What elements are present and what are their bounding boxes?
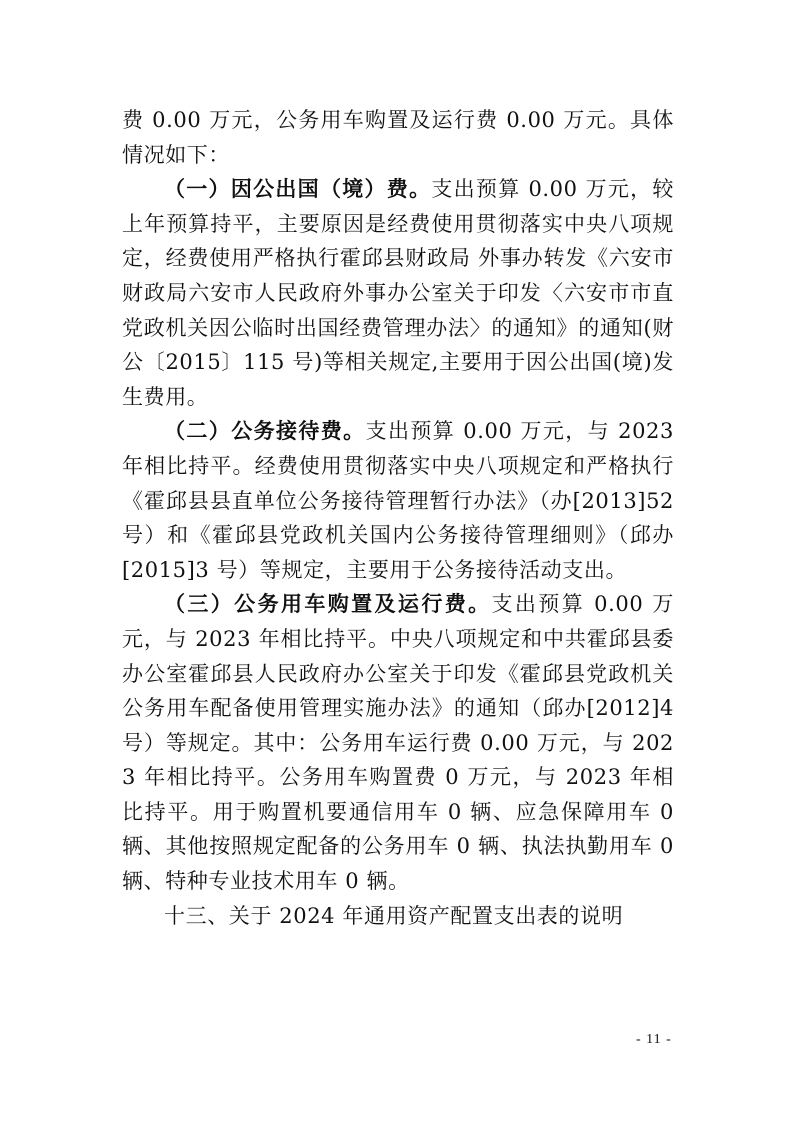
page-content [122, 103, 674, 933]
page-number: - 11 - [636, 1032, 672, 1047]
section-2-paragraph [122, 414, 674, 587]
section-3-title: （三）公务用车购置及运行费。 [164, 591, 492, 617]
section-1-body: 支出预算 0.00 万元，较上年预算持平，主要原因是经费使用贯彻落实中央八项规定，经费使用严格执行霍邱县财政局 外事办转发《六安市财政局六安市人民政府外事办公室关于印发〈六安市市直党政机关因公临时出国经费管理办法〉的通知》的通知(财公〔2015〕115 号)等相关规定,主要用于因公出国(境)发生费用。 [122, 177, 675, 409]
intro-paragraph [122, 103, 674, 172]
section-2-body: 支出预算 0.00 万元，与 2023 年相比持平。经费使用贯彻落实中央八项规定和严格执行《霍邱县县直单位公务接待管理暂行办法》（办[2013]52 号）和《霍邱县党政机关国内公务接待管理细则》（邱办[2015]3 号）等规定，主要用于公务接待活动支出。 [122, 419, 674, 582]
section-3-paragraph [122, 587, 674, 898]
intro-text: 费 0.00 万元，公务用车购置及运行费 0.00 万元。具体情况如下： [122, 108, 674, 167]
section-1-paragraph [122, 172, 674, 414]
section-3-body: 支出预算 0.00 万元，与 2023 年相比持平。中央八项规定和中共霍邱县委办公室霍邱县人民政府办公室关于印发《霍邱县党政机关公务用车配备使用管理实施办法》的通知（邱办[2012]4 号）等规定。其中：公务用车运行费 0.00 万元，与 2023 年相比持平。公务用车购置费 0 万元，与 2023 年相比持平。用于购置机要通信用车 0 辆、应急保障用车 0 辆、其他按照规定配备的公务用车 0 辆、执法执勤用车 0 辆、特种专业技术用车 0 辆。 [122, 592, 674, 894]
section-2-title: （二）公务接待费。 [164, 418, 366, 444]
section-heading-13: 十三、关于 2024 年通用资产配置支出表的说明 [164, 903, 624, 928]
section-1-title: （一）因公出国（境）费。 [164, 176, 432, 202]
